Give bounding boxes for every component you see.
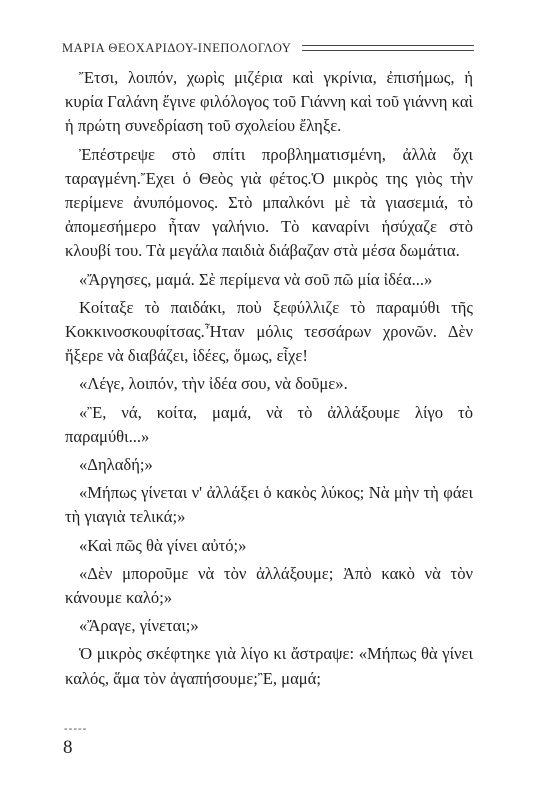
header-double-rule (302, 45, 474, 51)
paragraph: Ἐπέστρεψε στὸ σπίτι προβληματισμένη, ἀλλὰ ὄχι ταραγμένη.Ἔχει ὁ Θεὸς γιὰ φέτος.Ὁ μικρὸς της γιὸς τὴν περίμενε ἀνυπόμονος. Στὸ μπαλκόνι μὲ τὰ γιασεμιά, τὸ ἀπομεσήμερο ἦταν γαλήνιο. Τὸ καναρίνι ἡσύχαζε στὸ κλουβί του. Τὰ μεγάλα παιδιὰ διάβαζαν στὰ μέσα δωμάτια. (65, 144, 473, 261)
paragraph: Κοίταξε τὸ παιδάκι, ποὺ ξεφύλλιζε τὸ παραμύθι τῆς Κοκκινοσκουφίτσας.Ἦταν μόλις τεσσάρων χρονῶν. Δὲν ἤξερε νὰ διαβάζει, ἰδέες, ὅμως, εἶχε! (65, 297, 473, 366)
page-number: 8 (63, 737, 73, 758)
paragraph: «Ἄργησες, μαμά. Σὲ περίμενα νὰ σοῦ πῶ μία ἰδέα...» (79, 269, 433, 289)
paragraph: Ἔτσι, λοιπόν, χωρὶς μιζέρια καὶ γκρίνια, ἐπισήμως, ἡ κυρία Γαλάνη ἔγινε φιλόλογος τοῦ Γιάννη καὶ τοῦ γιάννη καὶ ἡ πρώτη συνεδρίαση τοῦ σχολείου ἔληξε. (65, 68, 473, 136)
footer-dash-rule: ----- (64, 723, 88, 735)
running-header (62, 38, 474, 58)
paragraph: «Δὲν μποροῦμε νὰ τὸν ἀλλάξουμε; Ἀπὸ κακὸ νὰ τὸν κάνουμε καλό;» (65, 563, 473, 608)
paragraph: «Ἒ, νά, κοίτα, μαμά, νὰ τὸ ἀλλάξουμε λίγο τὸ παραμύθι...» (65, 402, 473, 446)
page-body-text (65, 66, 473, 691)
paragraph: Ὁ μικρὸς σκέφτηκε γιὰ λίγο κι ἄστραψε: «Μήπως θὰ γίνει καλός, ἅμα τὸν ἀγαπήσουμε;Ἒ, μαμά; (65, 644, 473, 688)
paragraph: «Δηλαδή;» (79, 455, 153, 475)
author-name-header: ΜΑΡΙΑ ΘΕΟΧΑΡΙΔΟΥ-ΙΝΕΠΟΛΟΓΛΟΥ (62, 40, 292, 55)
paragraph: «Μήπως γίνεται ν' ἀλλάξει ὁ κακὸς λύκος; Νὰ μὴν τὴ φάει τὴ γιαγιὰ τελικά;» (65, 483, 473, 527)
paragraph: «Καὶ πῶς θὰ γίνει αὐτό;» (79, 535, 247, 555)
paragraph: «Ἄραγε, γίνεται;» (79, 616, 199, 636)
paragraph: «Λέγε, λοιπόν, τὴν ἰδέα σου, νὰ δοῦμε». (79, 374, 348, 394)
